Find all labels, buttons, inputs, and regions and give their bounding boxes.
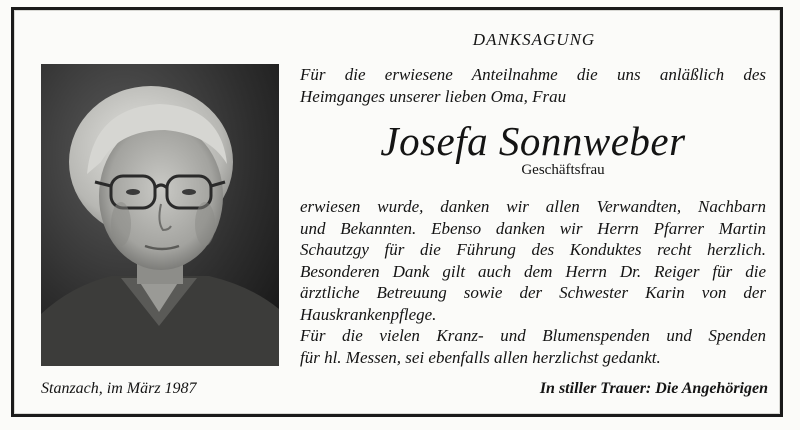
body-line: ärztliche Betreuung sowie der Schwester Karin von der <box>300 283 766 302</box>
body-line: für hl. Messen, sei ebenfalls allen herzlichst gedankt. <box>300 347 661 367</box>
intro-line: Heimganges unserer lieben Oma, Frau <box>300 86 567 106</box>
place-and-date: Stanzach, im März 1987 <box>41 380 197 397</box>
body-line: und Bekannten. Ebenso danken wir Herrn Pfarrer Martin <box>300 218 766 238</box>
portrait-image <box>41 64 279 366</box>
deceased-name: Josefa Sonnweber <box>380 118 686 164</box>
intro-line: Für die erwiesene Anteilnahme die uns anläßlich des <box>300 65 766 84</box>
body-line: Hauskrankenpflege. <box>300 304 437 324</box>
body-paragraph <box>300 196 766 368</box>
notice-heading: DANKSAGUNG <box>472 30 596 49</box>
portrait-photo <box>41 64 279 366</box>
body-line: Schautzgy für die Führung des Konduktes recht herzlich. <box>300 240 766 259</box>
intro-paragraph <box>300 64 766 107</box>
deceased-occupation: Geschäftsfrau <box>521 162 605 178</box>
body-line: Besonderen Dank gilt auch dem Herrn Dr. Reiger für die <box>300 261 766 281</box>
signature-line: In stiller Trauer: Die Angehörigen <box>539 380 768 397</box>
body-line: Für die vielen Kranz- und Blumenspenden und Spenden <box>300 326 766 345</box>
body-line: erwiesen wurde, danken wir allen Verwandten, Nachbarn <box>300 197 766 216</box>
